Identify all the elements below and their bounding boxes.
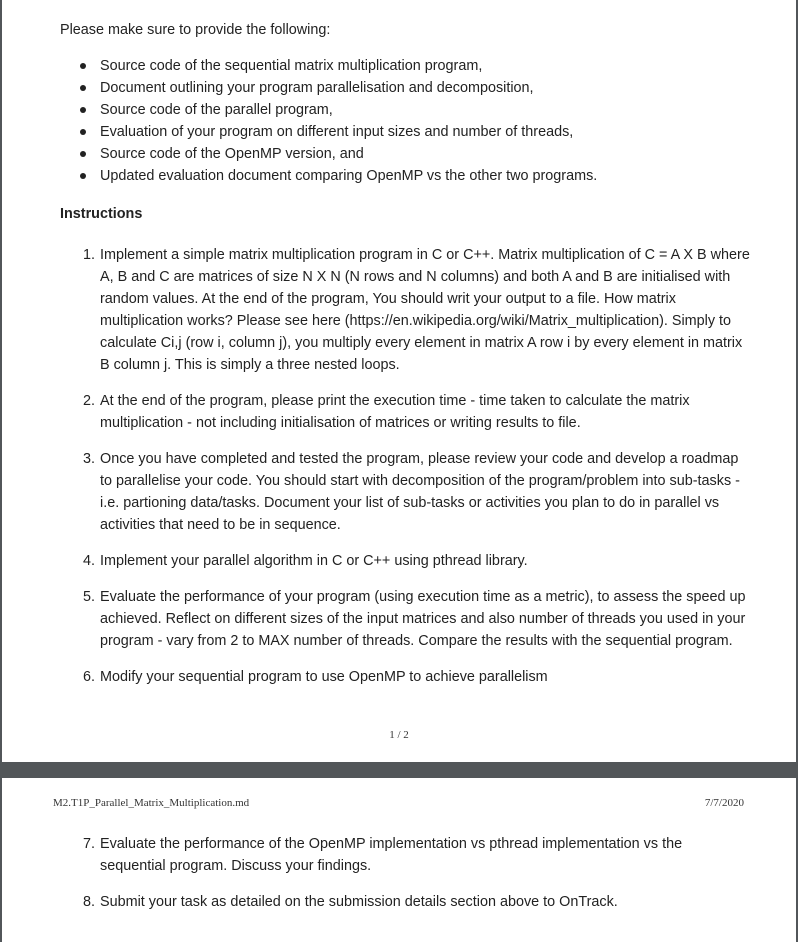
instruction-step: [83, 244, 750, 376]
step-number: 5.: [83, 589, 96, 605]
step-text: Evaluate the performance of the OpenMP implementation vs pthread implementation vs the sequential program. Discuss your findings.: [100, 836, 683, 874]
step-text: At the end of the program, please print the execution time - time taken to calculate the matrix multiplication - not including initialisation of matrices or writing results to file.: [100, 393, 690, 431]
page-2-content: [60, 833, 750, 927]
instruction-step: [83, 833, 750, 877]
deliverable-item: Source code of the OpenMP version, and: [100, 143, 750, 165]
deliverable-item: Updated evaluation document comparing OpenMP vs the other two programs.: [100, 165, 750, 187]
page-separator: [0, 762, 798, 778]
step-number: 4.: [83, 553, 96, 569]
deliverable-item: Source code of the parallel program,: [100, 99, 750, 121]
page-1: [2, 0, 796, 762]
page-number: 1 / 2: [389, 729, 409, 741]
instructions-heading: Instructions: [60, 206, 143, 222]
instruction-step: [83, 390, 750, 434]
step-text: Submit your task as detailed on the submission details section above to OnTrack.: [100, 894, 618, 910]
deliverable-item: Document outlining your program parallelisation and decomposition,: [100, 77, 750, 99]
step-number: 1.: [83, 247, 96, 263]
page-1-content: [60, 19, 750, 702]
step-number: 7.: [83, 836, 96, 852]
step-number: 3.: [83, 451, 96, 467]
deliverable-item: Source code of the sequential matrix multiplication program,: [100, 55, 750, 77]
instructions-list-continued: [60, 833, 750, 913]
step-text: Evaluate the performance of your program (using execution time as a metric), to assess the speed up achieved. Reflect on different sizes of the input matrices and also number of threads you used in your program - vary from 2 to MAX number of threads. Compare the results with the sequential program.: [100, 589, 746, 649]
step-number: 8.: [83, 894, 96, 910]
instruction-step: [83, 666, 750, 688]
page-2: [2, 778, 796, 942]
instruction-step: [83, 448, 750, 536]
step-text: Modify your sequential program to use OpenMP to achieve parallelism: [100, 669, 548, 685]
step-number: 6.: [83, 669, 96, 685]
running-header-file-name: M2.T1P_Parallel_Matrix_Multiplication.md: [53, 797, 250, 809]
instruction-step: [83, 586, 750, 652]
step-number: 2.: [83, 393, 96, 409]
deliverable-item: Evaluation of your program on different input sizes and number of threads,: [100, 121, 750, 143]
step-text: Implement your parallel algorithm in C or C++ using pthread library.: [100, 553, 528, 569]
deliverables-list: [60, 55, 750, 187]
instructions-list: [60, 244, 750, 688]
instruction-step: [83, 891, 750, 913]
step-text: Once you have completed and tested the program, please review your code and develop a roadmap to parallelise your code. You should start with decomposition of the program/problem into sub-tasks - i.e. partioning data/tasks. Document your list of sub-tasks or activities you plan to do in parallel vs activities that need to be in sequence.: [100, 451, 740, 533]
intro-text: Please make sure to provide the following:: [60, 22, 331, 38]
instruction-step: [83, 550, 750, 572]
step-text: Implement a simple matrix multiplication program in C or C++. Matrix multiplication of C = A X B where A, B and C are matrices of size N X N (N rows and N columns) and both A and B are initialised with random values. At the end of the program, You should writ your output to a file. How matrix multiplication works? Please see here (https://en.wikipedia.org/wiki/Matrix_multiplication). Simply to calculate Ci,j (row i, column j), you multiply every element in matrix A row i by every element in matrix B column j. This is simply a three nested loops.: [100, 247, 750, 373]
running-header-date: 7/7/2020: [704, 797, 744, 809]
